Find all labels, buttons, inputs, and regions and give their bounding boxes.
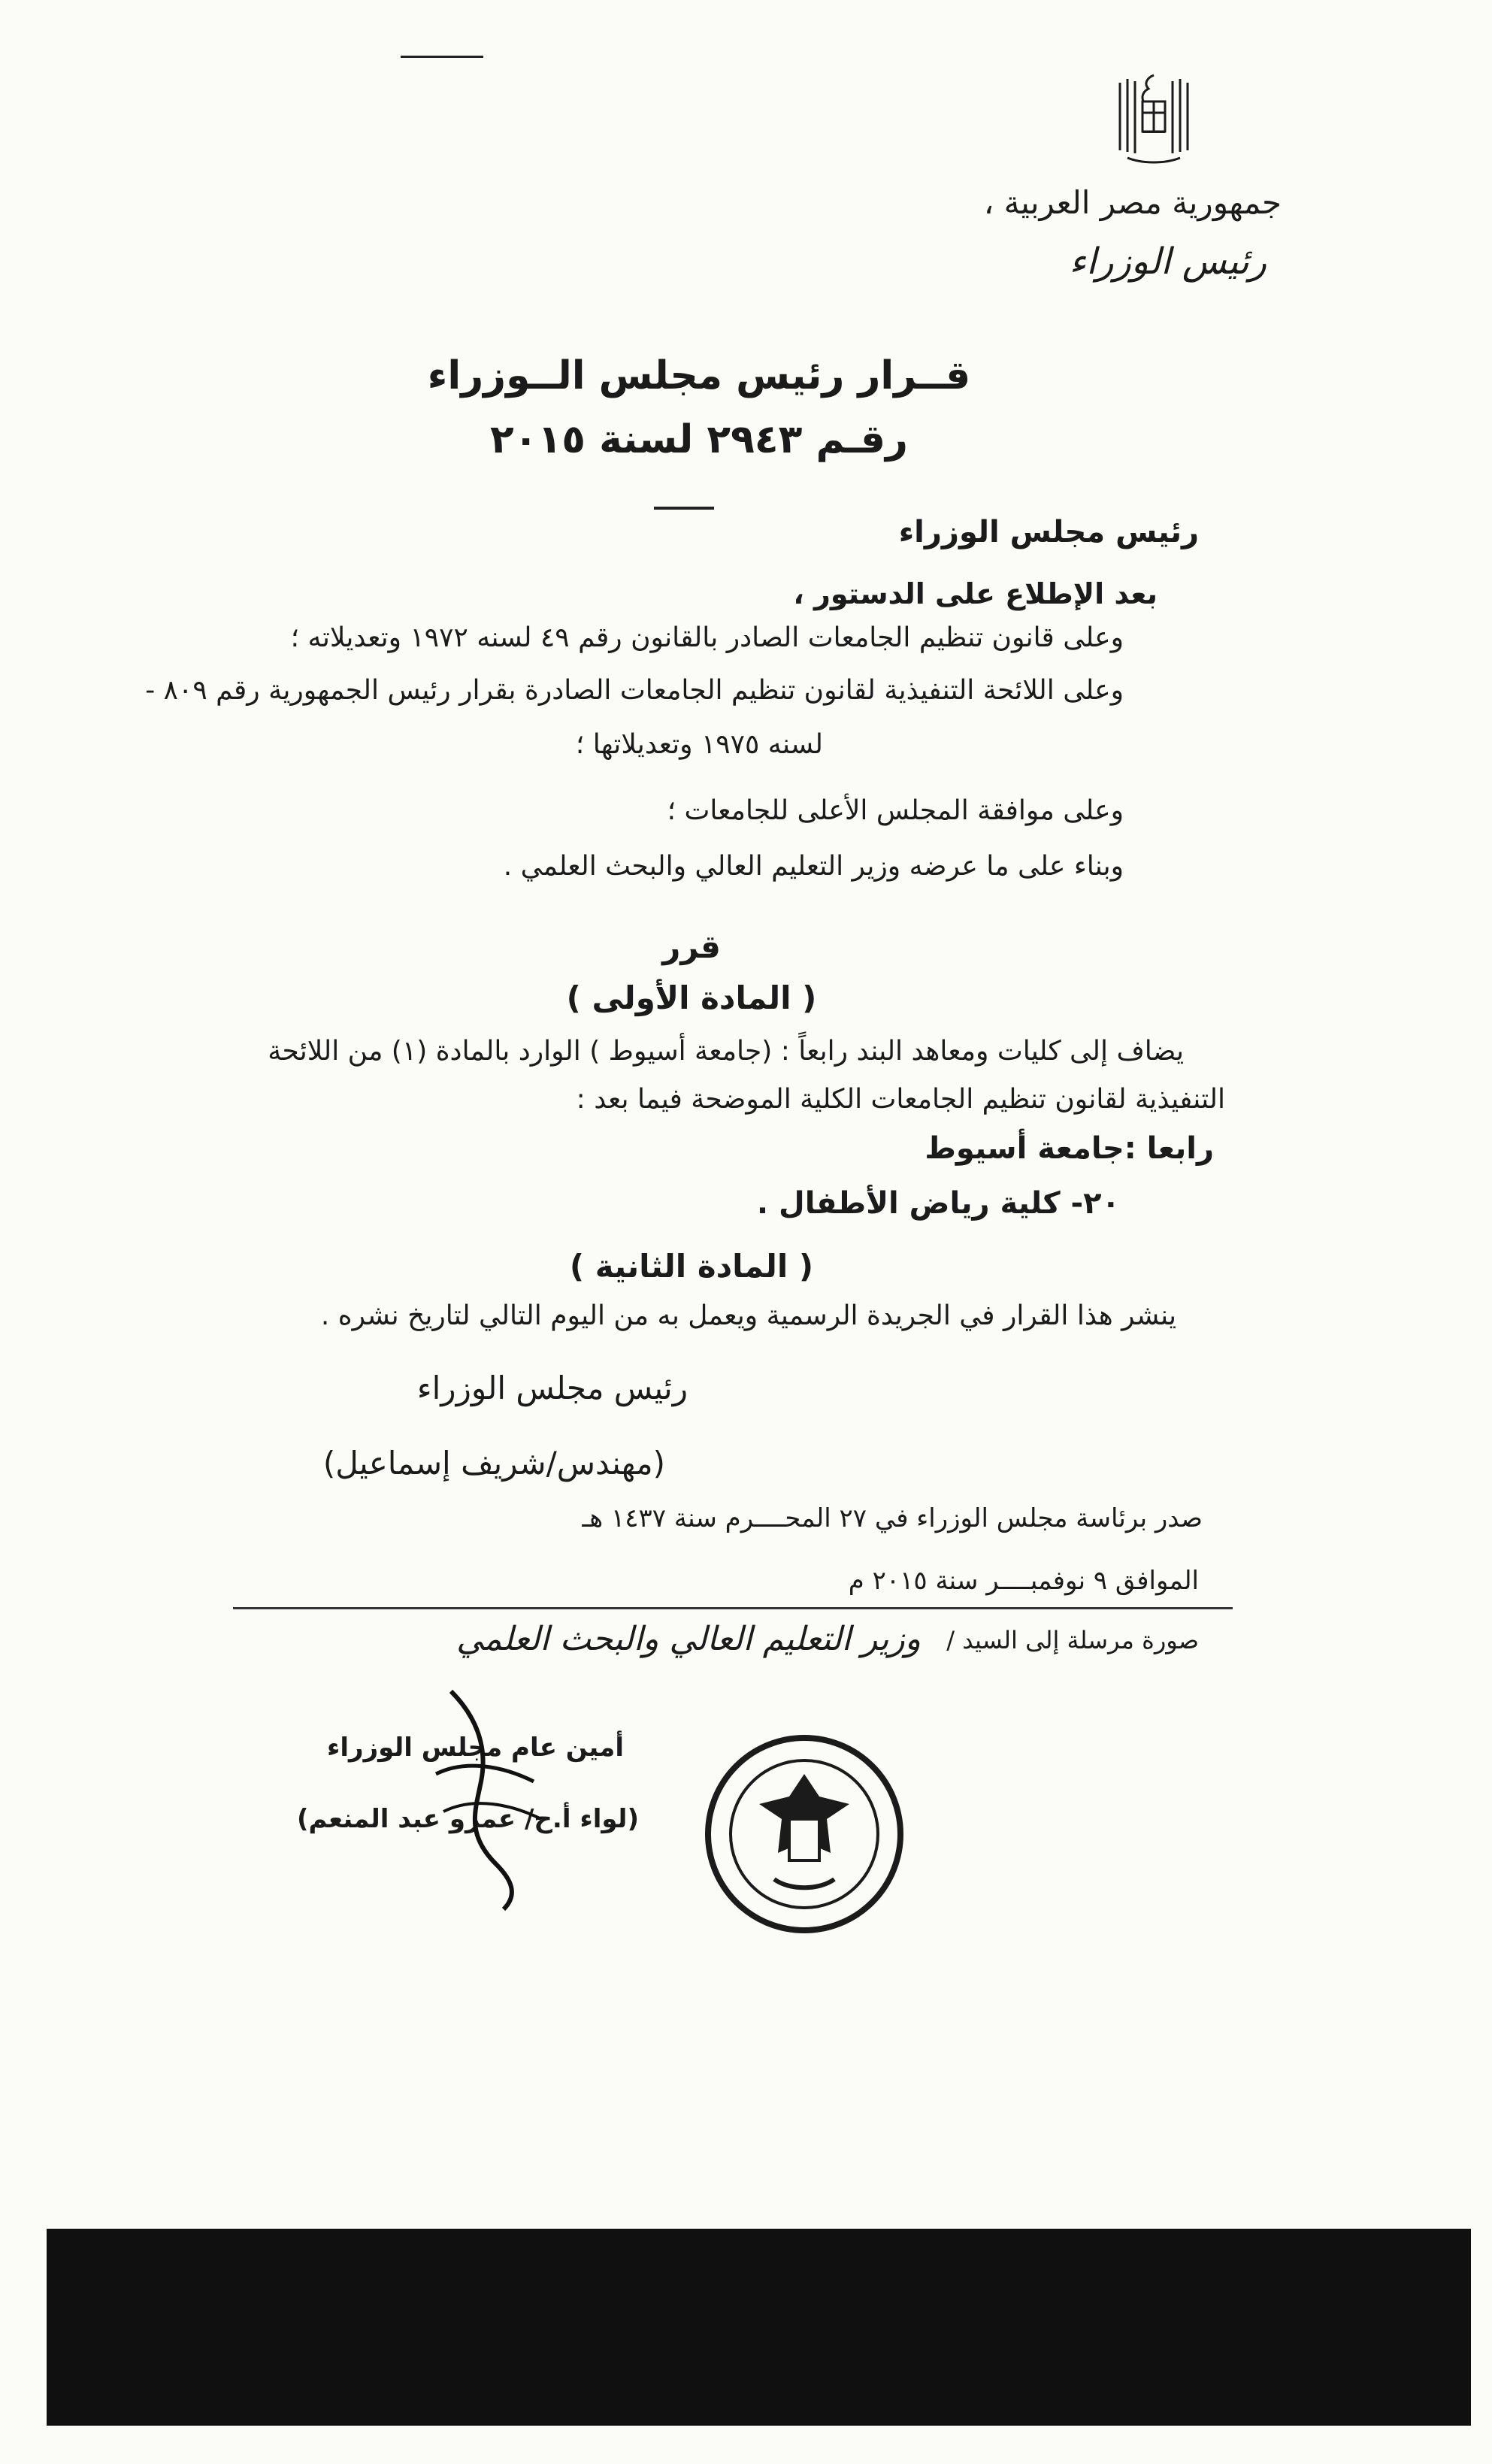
copy-label: صورة مرسلة إلى السيد / — [946, 1626, 1199, 1654]
item-entry: ٢٠- كلية رياض الأطفال . — [756, 1186, 1120, 1221]
scan-artifact-line — [401, 56, 483, 58]
decided-heading: قرر — [662, 928, 721, 965]
eagle-emblem-icon — [1105, 68, 1203, 169]
article-2-title: ( المادة الثانية ) — [569, 1248, 814, 1285]
signature-title: رئيس مجلس الوزراء — [416, 1370, 688, 1406]
article-1-line: التنفيذية لقانون تنظيم الجامعات الكلية الموضحة فيما بعد : — [576, 1084, 1225, 1115]
signature-name: (مهندس/شريف إسماعيل) — [322, 1445, 665, 1482]
official-seal-icon — [699, 1729, 909, 1939]
decree-number: رقـم ٢٩٤٣ لسنة ٢٠١٥ — [490, 417, 908, 462]
copy-recipient: وزير التعليم العالي والبحث العلمي — [456, 1620, 921, 1658]
signature-scribble-icon — [421, 1684, 556, 1917]
preamble-authority: رئيس مجلس الوزراء — [898, 515, 1199, 549]
secretary-name: (لواء أ.ح/ عمرو عبد المنعم) — [296, 1804, 639, 1834]
issuance-line: صدر برئاسة مجلس الوزراء في ٢٧ المحــــرم سنة ١٤٣٧ هـ — [582, 1503, 1203, 1533]
preamble-line: بعد الإطلاع على الدستور ، — [793, 577, 1158, 610]
redaction-bar — [47, 2229, 1471, 2426]
header-office: رئيس الوزراء — [1069, 241, 1267, 283]
preamble-line: وعلى اللائحة التنفيذية لقانون تنظيم الجامعات الصادرة بقرار رئيس الجمهورية رقم ٨٠٩ - — [145, 675, 1124, 706]
scan-artifact-line — [233, 1607, 1233, 1609]
preamble-line: وعلى موافقة المجلس الأعلى للجامعات ؛ — [667, 795, 1124, 826]
item-heading: رابعا :جامعة أسيوط — [925, 1131, 1214, 1166]
article-2-line: ينشر هذا القرار في الجريدة الرسمية ويعمل به من اليوم التالي لتاريخ نشره . — [320, 1300, 1176, 1331]
article-1-line: يضاف إلى كليات ومعاهد البند رابعاً : (جامعة أسيوط ) الوارد بالمادة (١) من اللائحة — [268, 1036, 1184, 1067]
issuance-line: الموافق ٩ نوفمبــــر سنة ٢٠١٥ م — [848, 1566, 1199, 1596]
preamble-line: لسنه ١٩٧٥ وتعديلاتها ؛ — [575, 729, 823, 760]
preamble-line: وعلى قانون تنظيم الجامعات الصادر بالقانون رقم ٤٩ لسنه ١٩٧٢ وتعديلاته ؛ — [290, 622, 1124, 653]
preamble-line: وبناء على ما عرضه وزير التعليم العالي والبحث العلمي . — [503, 851, 1124, 882]
secretary-title: أمين عام مجلس الوزراء — [326, 1733, 624, 1763]
title-divider — [654, 507, 714, 510]
article-1-title: ( المادة الأولى ) — [566, 979, 817, 1016]
header-country: جمهورية مصر العربية ، — [983, 184, 1282, 221]
decree-title: قــرار رئيس مجلس الــوزراء — [427, 353, 971, 398]
